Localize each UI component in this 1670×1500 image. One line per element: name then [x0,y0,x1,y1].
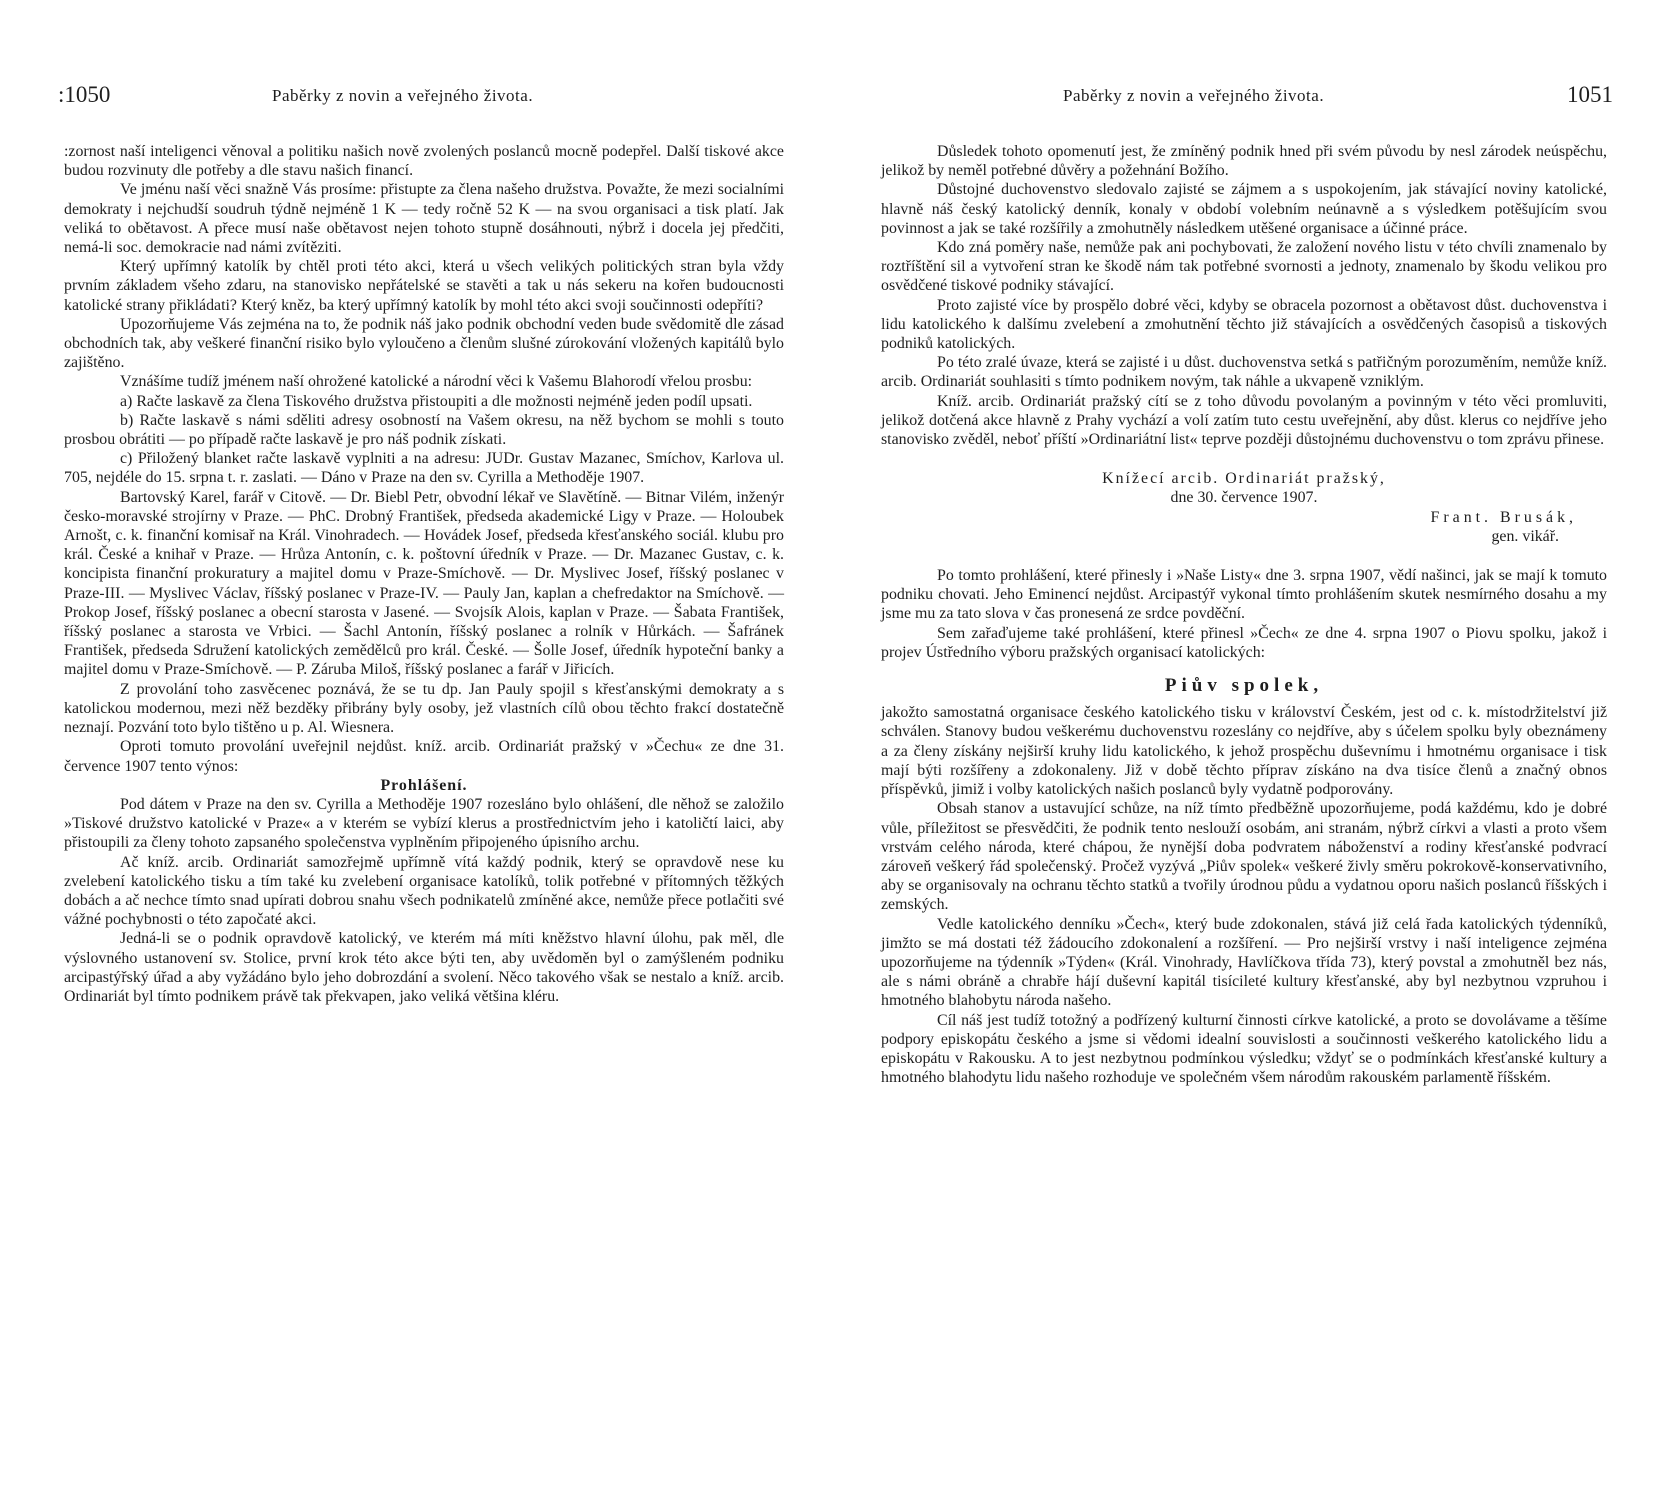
paragraph: Po této zralé úvaze, která se zajisté i u důst. duchovenstva setká s patřičným porozuměním, nemůže kníž. arcib. Ordinariát souhlasiti s tímto podnikem novým, tak náhle a ukvapeně vzniklým. [881,354,1607,391]
spacer [881,546,1607,566]
paragraph: Sem zařaďujeme také prohlášení, které přinesl »Čech« ze dne 4. srpna 1907 o Piovu spolku, jakož i projev Ústředního výboru pražských organisací katolických: [881,624,1607,661]
signature-name: Frant. Brusák, [1430,508,1577,526]
right-page [835,0,1670,1500]
paragraph: Důsledek tohoto opomenutí jest, že zmíněný podnik hned při svém původu by nesl zárodek neúspěchu, jelikož by neměl potřebné důvěry a požehnání Božího. [881,143,1607,180]
list-item: a) Račte laskavě za člena Tiskového družstva přistoupiti a dle možnosti nejméně jeden podíl upsati. [120,392,753,410]
paragraph: Který upřímný katolík by chtěl proti této akci, která u všech velikých politických stran byla vždy prvním základem všeho zdaru, na stanovisko nepřátelské se stavěti a tak u nás sekeru na kořen budoucnosti katolické strany přikládati? Který kněz, ba který upřímný katolík by mohl této akci svoji součinnosti odepříti? [64,258,784,314]
paragraph: Jedná-li se o podnik opravdově katolický, ve kterém má míti kněžstvo hlavní úlohu, pak měl, dle výslovného ustanovení sv. Stolice, první krok této akce býti ten, aby uvědoměn byl o zamýšleném podniku arcipastýřský úřad a aby vyžádáno bylo jeho dobrozdání a svolení. Něco takového však se nestalo a kníž. arcib. Ordinariát byl tímto podnikem právě tak překvapen, jako veliká většina kléru. [64,930,784,1005]
signatories-list: Bartovský Karel, farář v Citově. — Dr. Biebl Petr, obvodní lékař ve Slavětíně. — Bitnar Vilém, inženýr česko-moravské strojírny v Praze. — PhC. Drobný František, předseda akademické Ligy v Praze. — Holoubek Arnošt, c. k. finanční komisař na Král. Vinohradech. — Hovádek Josef, předseda křesťanského sociál. klubu pro král. České a knihař v Praze. — Hrůza Antonín, c. k. poštovní úředník v Praze. — Dr. Mazanec Gustav, c. k. koncipista finanční prokuratury a majitel domu v Praze-Smíchově. — Dr. Myslivec Josef, říšský poslanec v Praze-III. — Myslivec Václav, říšský poslanec v Praze-IV. — Pauly Jan, kaplan a chefredaktor na Smíchově. — Prokop Josef, říšský poslanec a obecní starosta v Jasené. — Svojsík Alois, kaplan v Praze. — Šabata František, říšský poslanec a starosta ve Vrbici. — Šachl Antonín, říšský poslanec a rolník v Hůrkách. — Šafránek František, předseda Sdružení katolických zemědělců pro král. České. — Šolle Josef, úředník hypoteční banky a majitel domu v Praze-Smíchově. — P. Záruba Miloš, říšský poslanec a farář v Jiřicích. [64,488,784,679]
spacer [881,449,1607,469]
list-item: c) Přiložený blanket račte laskavě vyplniti a na adresu: JUDr. Gustav Mazanec, Smíchov, Karlova ul. 705, nejdéle do 15. srpna t. r. zaslati. — Dáno v Praze na den sv. Cyrilla a Methoděje 1907. [64,450,784,487]
paragraph: Kdo zná poměry naše, nemůže pak ani pochybovati, že založení nového listu v této chvíli znamenalo by roztříštění sil a vytvoření stran ke škodě nám tak potřebné svornosti a jednoty, znamenalo by škodu velikou pro osvědčené tiskové podniky stávající. [881,239,1607,295]
paragraph: Ve jménu naší věci snažně Vás prosíme: přistupte za člena našeho družstva. Považte, že mezi socialními demokraty i nejchudší soudruh týdně nejméně 1 K — tedy ročně 52 K — na svou organisaci a tisk platí. Jak veliká to obětavost. A přece musí naše obětavost nejen tohoto stupně dosáhnouti, nýbrž i docela jej předčiti, nemá-li soc. demokracie nad námi zvítěziti. [64,181,784,257]
signature-office: Knížecí arcib. Ordinariát pražský, [1102,470,1386,488]
running-header-right: Paběrky z novin a veřejného života. [1063,86,1325,105]
page-number-right: 1051 [1567,82,1613,107]
left-text-column [64,142,784,1006]
signature-date: dne 30. července 1907. [1170,489,1318,507]
page-number-left: :1050 [58,82,111,107]
paragraph: Proto zajisté více by prospělo dobré věci, kdyby se obracela pozornost a obětavost důst. duchovenstva i lidu katolického k dalšímu zvelebení a zmohutnění těchto již stávajících a osvědčených časopisů a tiskových podniků katolických. [881,296,1607,353]
right-text-column [881,142,1607,1087]
paragraph: Upozorňujeme Vás zejména na to, že podnik náš jako podnik obchodní veden bude svědomitě dle zásad obchodních tak, aby veškeré finanční risiko bylo vyloučeno a členům slušné zúrokování vložených kapitálů bylo zajištěno. [64,315,784,372]
paragraph: Ač kníž. arcib. Ordinariát samozřejmě upřímně vítá každý podnik, který se opravdově nese ku zvelebení katolického tisku a tím také ku zvelebení organisace katolíků, tolik potřebné v přítomných těžkých dobách a ač nechce tímto snad upírati dobrou snahu všech podnikatelů zmíněné akce, nemůže přece potlačiti své vážné pochybnosti o této započaté akci. [64,853,784,929]
list-item: b) Račte laskavě s námi sděliti adresy osobností na Vašem okresu, na něž bychom se mohli s touto prosbou obrátiti — po případě račte laskavě je pro náš podnik získati. [64,411,784,449]
paragraph: Pod dátem v Praze na den sv. Cyrilla a Methoděje 1907 rozesláno bylo ohlášení, dle něhož se založilo »Tiskové družstvo katolické v Praze« a v kterém se vybízí klerus a prostřednictvím jeho i katoličtí laici, aby přistoupili za členy tohoto zapsaného společenstva vyplněním připojeného úpisního archu. [64,795,784,852]
paragraph: Vznášíme tudíž jménem naší ohrožené katolické a národní věci k Vašemu Blahorodí vřelou prosbu: [120,373,753,391]
paragraph: :zornost naší inteligenci věnoval a politiku našich nově zvolených poslanců mocně podepřel. Další tiskové akce budou rozvinuty dle potřeby a dle stavu našich financí. [64,143,784,180]
section-heading: Piův spolek, [1164,675,1324,697]
paragraph: Vedle katolického denníku »Čech«, který bude zdokonalen, stává již celá řada katolických týdenníků, jimžto se má dostati též žádoucího zdokonalení a rozšíření. — Pro nejširší vrstvy i naší inteligence zejména upozorňujeme na týdenník »Týden« (Král. Vinohrady, Havlíčkova třída 73), který povstal a zmohutněl bez nás, ale s námi obráně a chrabře hájí duševní kapitál tisícileté kultury křesťanské, aby byl nezbytnou vzpruhou i hmotného blahobytu národa našeho. [881,915,1607,1010]
paragraph: Kníž. arcib. Ordinariát pražský cítí se z toho důvodu povolaným a povinným v této věci promluviti, jelikož dotčená akce hlavně z Prahy vychází a volí zatím tuto cestu uveřejnění, aby důst. klerus co nejdříve jeho stanovisko zvěděl, neboť příští »Ordinariátní list« teprve později důstojnému duchovenstvu o tom zprávu přinese. [881,392,1607,449]
paragraph: Důstojné duchovenstvo sledovalo zajisté se zájmem a s uspokojením, jak stávající noviny katolické, hlavně náš český katolický denník, konaly v období volebním neúnavně a s výsledkem potěšujícím svou povinnost a jak se také rozšířily a zmohutněly následkem utěšené organisace a účinné práce. [881,181,1607,237]
running-header-left: Paběrky z novin a veřejného života. [272,86,534,105]
signature-title: gen. vikář. [1491,527,1559,545]
section-heading: Prohlášení. [380,776,468,794]
paragraph: Cíl náš jest tudíž totožný a podřízený kulturní činnosti církve katolické, a proto se dovolávame a těšíme podpory episkopátu českého a jsme si vědomi idealní souvislosti a součinnosti veškerého katolického lidu a episkopátu v Rakousku. A to jest nezbytnou podmínkou výsledku; vždyť se o podmínkách křesťanské kultury a hmotného blahodytu lidu našeho rozhoduje ve společném všem národům rakouském parlamentě říšském. [881,1011,1607,1087]
paragraph: Obsah stanov a ustavující schůze, na níž tímto předběžně upozorňujeme, podá každému, kdo je dobré vůle, příležitost se přesvědčiti, že podnik tento neslouží osobám, ani stranám, nýbrž církvi a vlasti a proto všem vrstvám celého národa, které chápou, že nynější doba podvratem náboženství a rodiny křesťanské podvrací zároveň veškerý řád společenský. Pročež vyzývá „Piův spolek« veškeré živly směru pokrokově-konservativního, aby se organisovaly na ochranu těchto statků a tvořily úrodnou půdu a vydatnou oporu našich poslanců říšských i zemských. [881,800,1607,914]
paragraph: Oproti tomuto provolání uveřejnil nejdůst. kníž. arcib. Ordinariát pražský v »Čechu« ze dne 31. července 1907 tento výnos: [64,738,784,775]
paragraph: jakožto samostatná organisace českého katolického tisku v království Českém, jest od c. k. místodržitelství již schválen. Stanovy budou veškerému duchovenstvu rozeslány co nejdříve, aby s účelem spolku byly obeznámeny a za členy získány nejširší kruhy lidu katolického, k jehož prospěchu duševnímu i hmotnému organisace i tisk mají býti rozšířeny a zdokonaleny. Již v době těchto příprav získáno na dva tisíce členů a značný obnos příspěvků, jimiž i volby katolických našich poslanců byly vydatně podporovány. [881,704,1607,799]
paragraph: Z provolání toho zasvěcenec poznává, že se tu dp. Jan Pauly spojil s křesťanskými demokraty a s katolickou modernou, mezi něž bezděky přibrány byly osoby, jež vlastních cílů obou těchto frakcí dostatečně neznají. Pozvání toto bylo tištěno u p. Al. Wiesnera. [64,680,784,737]
paragraph: Po tomto prohlášení, které přinesly i »Naše Listy« dne 3. srpna 1907, vědí našinci, jak se mají k tomuto podniku chovati. Jeho Eminencí nejdůst. Arcipastýř vykonal tímto prohlášením skutek nesmírného dosahu a my jsme mu za tato slova v čas pronesená ze srdce povděční. [881,567,1607,623]
